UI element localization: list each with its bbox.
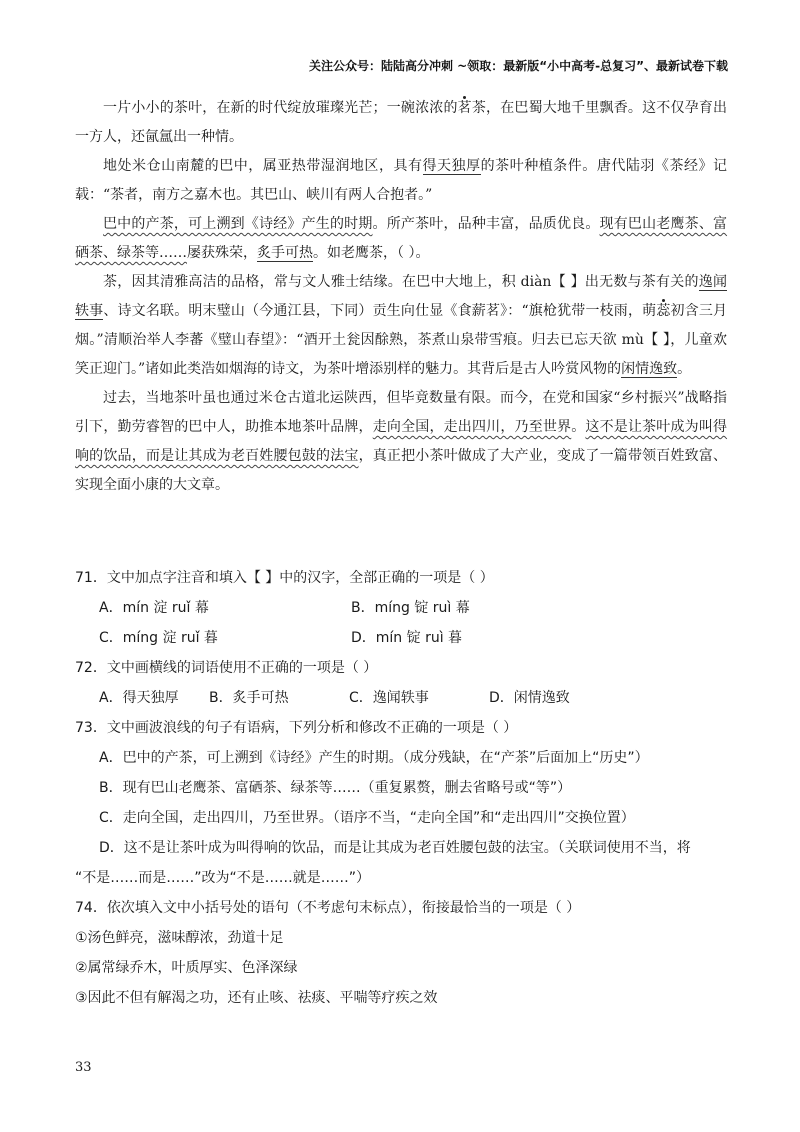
option-b[interactable]: B．炙手可热 xyxy=(209,690,289,706)
question-71-options-row-1 xyxy=(75,593,735,623)
passage-paragraph-1 xyxy=(75,94,727,152)
text-span: 茶，因其清雅高洁的品格，常与文人雅士结缘。在巴中大地上，积 diàn【 】出无数与茶有关的 xyxy=(103,274,699,290)
wavy-sentence: 现有巴山老鹰茶、富硒茶、绿茶等…… xyxy=(75,216,728,261)
dotted-char: 蕊 xyxy=(656,303,671,319)
option-d-continued: “不是……而是……”改为“不是……就是……”） xyxy=(75,870,371,886)
underlined-term: 得天独厚 xyxy=(422,158,481,174)
wavy-sentence: 巴中的产茶，可上溯到《诗经》产生的时期 xyxy=(103,216,373,232)
question-72-options xyxy=(75,683,735,713)
option-d[interactable]: D．mín 锭 ruì 暮 xyxy=(351,630,463,646)
text-span: 。如老鹰茶，（ ）。 xyxy=(313,245,430,261)
text-span: 茶，在巴蜀大地千里飘香。这不仅孕育出一方人，还氤氲出一种情。 xyxy=(75,100,728,145)
option-b[interactable]: B．现有巴山老鹰茶、富硒茶、绿茶等……（重复累赘，删去省略号或“等”） xyxy=(99,780,572,796)
sentence-item-2: ②属常绿乔木，叶质厚实、色泽深绿 xyxy=(75,960,298,976)
option-d[interactable]: D．闲情逸致 xyxy=(489,690,570,706)
option-a[interactable]: A．mín 淀 ruǐ 幕 xyxy=(99,600,209,616)
option-d[interactable]: D．这不是让茶叶成为叫得响的饮品，而是让其成为老百姓腰包鼓的法宝。（关联词使用不当，将 xyxy=(99,840,691,856)
sentence-item-1: ①汤色鲜亮，滋味醇浓，劲道十足 xyxy=(75,930,284,946)
passage-paragraph-3 xyxy=(75,210,727,268)
text-span: 的茶叶种植条件。唐代陆羽《茶经》记载：“茶者，南方之嘉木也。其巴山、峡川有两人合抱者。” xyxy=(75,158,728,203)
underlined-term: 闲情逸致 xyxy=(621,361,678,377)
passage-paragraph-2 xyxy=(75,152,727,210)
text-span: 、诗文名联。明末璧山（今通江县，下同）贡生向仕显《食薪茗》：“旗枪犹带一枝雨，萌 xyxy=(103,303,657,319)
option-b[interactable]: B．míng 锭 ruì 幕 xyxy=(351,600,470,616)
text-span: 屡获殊荣， xyxy=(187,245,257,261)
page-number: 33 xyxy=(75,1060,92,1075)
question-72-stem: 72．文中画横线的词语使用不正确的一项是（ ） xyxy=(75,660,378,676)
underlined-term: 炙手可热 xyxy=(257,245,313,261)
page-header: 关注公众号：陆陆高分冲刺 ~领取：最新版“小中高考-总复习”、最新试卷下载 xyxy=(309,59,728,73)
option-c[interactable]: C．míng 淀 ruǐ 暮 xyxy=(99,630,218,646)
question-73-stem: 73．文中画波浪线的句子有语病，下列分析和修改不正确的一项是（ ） xyxy=(75,720,518,736)
question-71-options-row-2 xyxy=(75,623,735,653)
text-span: 初含三月烟。”清顺治举人李蕃《璧山春望》：“酒开土瓮因酴熟，茶煮山泉带雪痕。归去已忘天欲 mù【 】，儿童欢笑正迎门。”诸如此类浩如烟海的诗文，为茶叶增添别样的魅力。其背后是古人吟赏风物的 xyxy=(75,303,728,377)
text-span: 一片小小的茶叶，在新的时代绽放璀璨光芒；一碗浓浓的 xyxy=(103,100,458,116)
wavy-sentence: 走向全国，走出四川，乃至世界 xyxy=(372,419,572,435)
question-71-stem: 71．文中加点字注音和填入【 】中的汉字，全部正确的一项是（ ） xyxy=(75,570,494,586)
questions-block xyxy=(75,563,735,1013)
passage-paragraph-5 xyxy=(75,384,727,500)
option-c[interactable]: C．走向全国，走出四川，乃至世界。（语序不当，“走向全国”和“走出四川”交换位置） xyxy=(99,810,635,826)
option-a[interactable]: A．巴中的产茶，可上溯到《诗经》产生的时期。（成分残缺，在“产茶”后面加上“历史”） xyxy=(99,750,649,766)
text-span: 地处米仓山南麓的巴中，属亚热带湿润地区，具有 xyxy=(103,158,423,174)
passage xyxy=(75,94,727,500)
option-a[interactable]: A．得天独厚 xyxy=(99,690,179,706)
text-span: 。 xyxy=(677,361,692,377)
text-span: 。所产茶叶，品种丰富，品质优良。 xyxy=(372,216,600,232)
sentence-item-3: ③因此不但有解渴之功，还有止咳、祛痰、平喘等疗疾之效 xyxy=(75,990,438,1006)
option-c[interactable]: C．逸闻轶事 xyxy=(349,690,429,706)
passage-paragraph-4 xyxy=(75,268,727,384)
question-74-stem: 74．依次填入文中小括号处的语句（不考虑句末标点），衔接最恰当的一项是（ ） xyxy=(75,900,581,916)
dotted-char: 茗 xyxy=(457,100,472,116)
text-span: ，真正把小茶叶做成了大产业，变成了一篇带领百姓致富、实现全面小康的大文章。 xyxy=(75,448,728,493)
text-span: 过去，当地茶叶虽也通过米仓古道北运陕西，但毕竟数量有限。而今，在党和国家“乡村振兴”战略指引下，勤劳睿智的巴中人，助推本地茶叶品牌， xyxy=(75,390,727,435)
text-span: 。 xyxy=(571,419,586,435)
underlined-term: 逸闻轶事 xyxy=(75,274,728,319)
wavy-sentence: 这不是让茶叶成为叫得响的饮品，而是让其成为老百姓腰包鼓的法宝 xyxy=(75,419,728,464)
